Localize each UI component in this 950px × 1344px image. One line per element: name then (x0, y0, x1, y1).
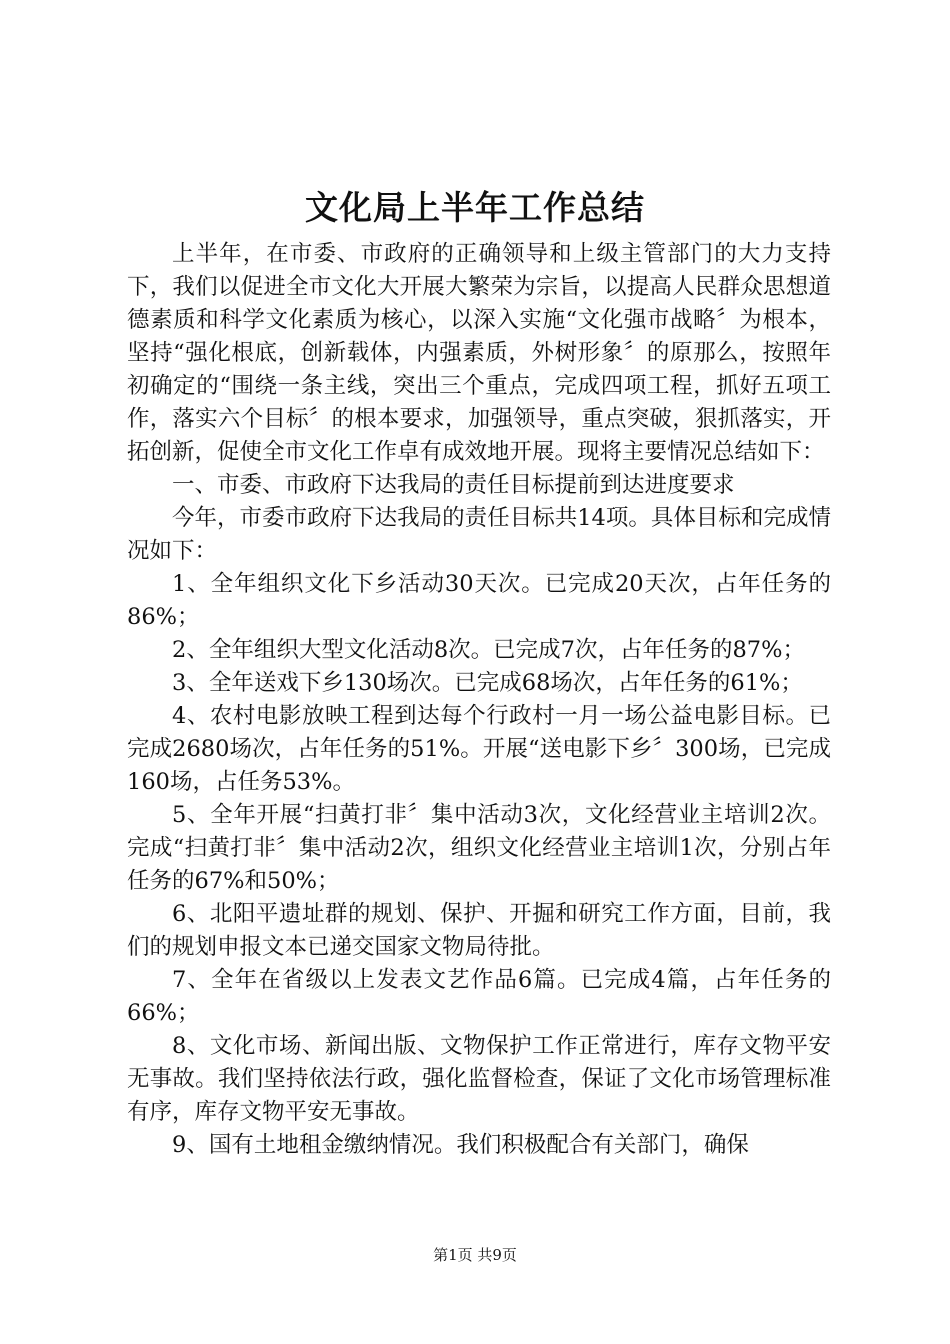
list-item-5: 5、全年开展“扫黄打非〞集中活动3次，文化经营业主培训2次。完成“扫黄打非〞集中活动2次，组织文化经营业主培训1次，分别占年任务的67%和50%； (127, 802, 831, 894)
page-number: 第1页 共9页 (433, 1246, 517, 1264)
list-item-7: 7、全年在省级以上发表文艺作品6篇。已完成4篇，占年任务的66%； (127, 967, 831, 1026)
paragraph-targets: 今年，市委市政府下达我局的责任目标共14项。具体目标和完成情况如下： (127, 505, 831, 564)
paragraph-intro: 上半年，在市委、市政府的正确领导和上级主管部门的大力支持下，我们以促进全市文化大开展大繁荣为宗旨，以提高人民群众思想道德素质和科学文化素质为核心，以深入实施“文化强市战略〞为根本，坚持“强化根底，创新载体，内强素质，外树形象〞的原那么，按照年初确定的“围绕一条主线，突出三个重点，完成四项工程，抓好五项工作，落实六个目标〞的根本要求，加强领导，重点突破，狠抓落实，开拓创新，促使全市文化工作卓有成效地开展。现将主要情况总结如下： (127, 241, 831, 465)
section-heading-1: 一、市委、市政府下达我局的责任目标提前到达进度要求 (172, 472, 735, 498)
list-item-8: 8、文化市场、新闻出版、文物保护工作正常进行，库存文物平安无事故。我们坚持依法行政，强化监督检查，保证了文化市场管理标准有序，库存文物平安无事故。 (127, 1033, 831, 1125)
list-item-3: 3、全年送戏下乡130场次。已完成68场次，占年任务的61%； (172, 670, 803, 696)
list-item-2: 2、全年组织大型文化活动8次。已完成7次，占年任务的87%； (172, 637, 805, 663)
list-item-6: 6、北阳平遗址群的规划、保护、开掘和研究工作方面，目前，我们的规划申报文本已递交国家文物局待批。 (127, 901, 831, 960)
document-title: 文化局上半年工作总结 (305, 188, 645, 227)
document-body (127, 238, 831, 1162)
list-item-4: 4、农村电影放映工程到达每个行政村一月一场公益电影目标。已完成2680场次，占年任务的51%。开展“送电影下乡〞300场，已完成160场，占任务53%。 (127, 703, 831, 795)
list-item-1: 1、全年组织文化下乡活动30天次。已完成20天次，占年任务的86%； (127, 571, 831, 630)
list-item-9: 9、国有土地租金缴纳情况。我们积极配合有关部门，确保 (172, 1132, 749, 1158)
